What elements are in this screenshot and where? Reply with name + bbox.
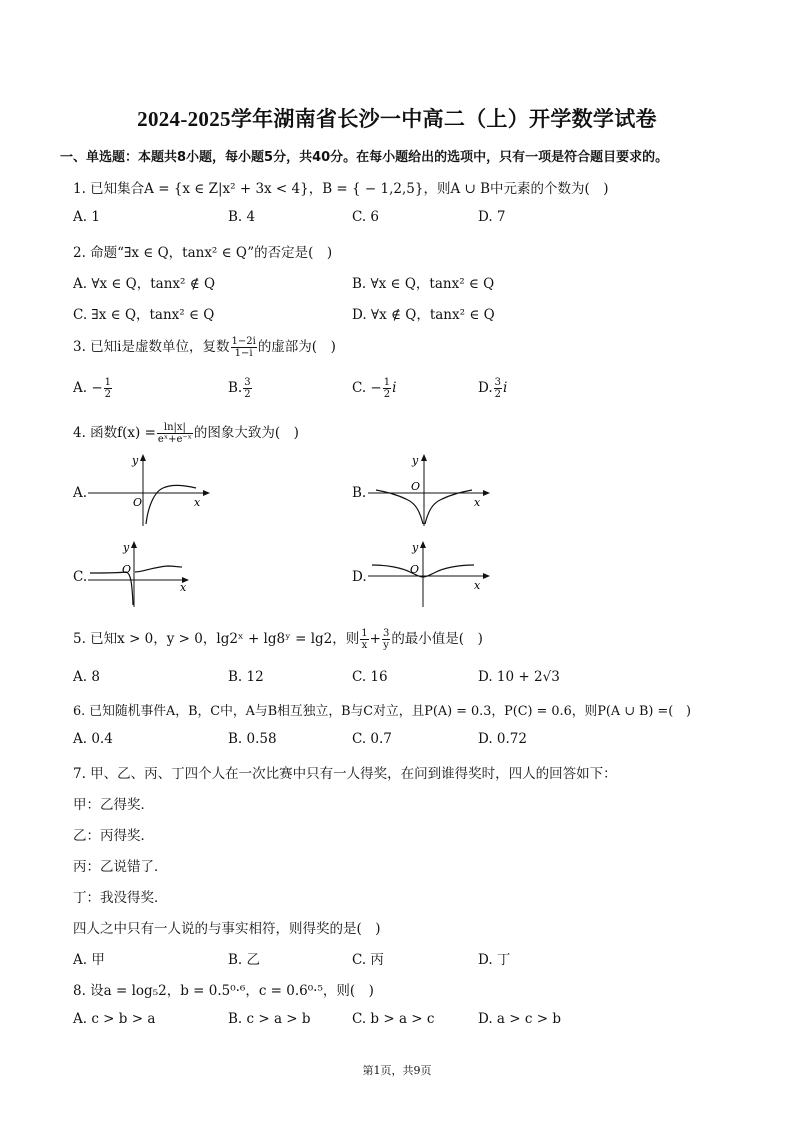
q6-option-d: D. 0.72 — [478, 731, 527, 747]
q7-option-c: C. 丙 — [352, 952, 384, 968]
q4-b-x-label: x — [474, 496, 481, 509]
q7-answer-1: 甲：乙得奖． — [73, 797, 154, 813]
q4-a-y-label: y — [132, 454, 139, 467]
q5-f2-den: y — [383, 640, 389, 651]
q4-c-y-label: y — [123, 541, 130, 554]
q1-option-b: B. 4 — [228, 209, 256, 225]
q3-option-c — [352, 377, 396, 400]
q1-option-c: C. 6 — [352, 209, 380, 225]
q6-option-a: A. 0.4 — [73, 731, 113, 747]
q4-graph-a — [88, 452, 213, 527]
q3-d-den: 2 — [494, 389, 502, 400]
q5-plus: + — [369, 631, 381, 647]
q3-c-label: C. − — [352, 380, 382, 396]
q3-a-label: A. − — [73, 380, 103, 396]
q4-d-y-label: y — [412, 541, 419, 554]
q7-follow-up: 四人之中只有一人说的与事实相符，则得奖的是( ) — [73, 921, 381, 937]
q4-option-a-label: A. — [73, 485, 88, 501]
q4-b-origin: O — [411, 480, 421, 493]
q4-graph-d — [368, 539, 493, 609]
q1-option-d: D. 7 — [478, 209, 506, 225]
q5-option-a: A. 8 — [73, 669, 100, 685]
q2-option-c: C. ∃x ∈ Q，tanx² ∈ Q — [73, 307, 215, 323]
q7-option-b: B. 乙 — [228, 952, 261, 968]
q2-option-b: B. ∀x ∈ Q，tanx² ∈ Q — [352, 276, 495, 292]
q6-option-c: C. 0.7 — [352, 731, 392, 747]
q2-option-a: A. ∀x ∈ Q，tanx² ∉ Q — [73, 276, 216, 292]
q8-option-a: A. c > b > a — [73, 1011, 156, 1027]
q4-c-origin: O — [122, 563, 132, 576]
question-8-stem: 8. 设a = log₅2，b = 0.5⁰·⁶，c = 0.6⁰·⁵，则( ) — [73, 983, 374, 999]
q7-answer-3: 丙：乙说错了． — [73, 859, 168, 875]
q3-b-label: B. — [228, 380, 243, 396]
q3-stem-b: 的虚部为( ) — [257, 339, 336, 355]
q3-b-den: 2 — [244, 389, 251, 400]
q3-stem-a: 3. 已知i是虚数单位，复数 — [73, 339, 230, 355]
q5-f1-den: x — [361, 640, 368, 651]
q4-graph-c — [88, 539, 198, 609]
q8-option-c: C. b > a > c — [352, 1011, 435, 1027]
q2-option-d: D. ∀x ∉ Q，tanx² ∈ Q — [352, 307, 495, 323]
question-7-stem: 7. 甲、乙、丙、丁四个人在一次比赛中只有一人得奖，在问到谁得奖时，四人的回答如下： — [73, 766, 617, 782]
q4-d-x-label: x — [474, 579, 481, 592]
q4-d-origin: O — [410, 563, 420, 576]
q5-option-d: D. 10 + 2√3 — [478, 669, 560, 685]
q1-option-a: A. 1 — [73, 209, 100, 225]
q3-option-a — [73, 377, 113, 400]
page-title: 2024-2025学年湖南省长沙一中高二（上）开学数学试卷 — [137, 107, 657, 131]
question-4-stem — [73, 421, 299, 445]
q4-fraction — [157, 422, 193, 445]
q3-a-den: 2 — [104, 389, 112, 400]
q3-a-num: 1 — [104, 377, 112, 388]
q7-option-a: A. 甲 — [73, 952, 105, 968]
q5-option-c: C. 16 — [352, 669, 388, 685]
q7-answer-4: 丁：我没得奖． — [73, 890, 168, 906]
q3-d-num: 3 — [494, 377, 502, 388]
q5-f1-num: 1 — [361, 628, 368, 639]
q7-answer-2: 乙：丙得奖． — [73, 828, 154, 844]
q7-option-d: D. 丁 — [478, 952, 511, 968]
q4-c-x-label: x — [180, 581, 187, 594]
q3-fraction — [231, 336, 257, 359]
question-6-stem: 6. 已知随机事件A，B，C中，A与B相互独立，B与C对立，且P(A) = 0.3，P(C) = 0.6，则P(A ∪ B) =( ) — [73, 704, 691, 719]
q6-option-b: B. 0.58 — [228, 731, 277, 747]
q4-option-c-label: C. — [73, 569, 88, 585]
question-1-stem: 1. 已知集合A = {x ∈ Z|x² + 3x < 4}，B = { − 1,2,5}，则A ∪ B中元素的个数为( ) — [73, 181, 609, 197]
q3-frac-den: 1−i — [234, 348, 253, 359]
q4-a-x-label: x — [194, 496, 201, 509]
q3-b-num: 3 — [244, 377, 251, 388]
section-heading: 一、单选题：本题共8小题，每小题5分，共40分。在每小题给出的选项中，只有一项是符合题目要求的。 — [60, 150, 669, 165]
question-3-stem — [73, 335, 336, 359]
page-footer: 第1页，共9页 — [362, 1064, 432, 1077]
question-2-stem: 2. 命题“∃x ∈ Q，tanx² ∈ Q”的否定是( ) — [73, 245, 333, 261]
q5-option-b: B. 12 — [228, 669, 264, 685]
q5-stem-a: 5. 已知x > 0，y > 0，lg2ˣ + lg8ʸ = lg2，则 — [73, 631, 360, 647]
q3-c-num: 1 — [383, 377, 391, 388]
q3-option-d — [478, 377, 507, 400]
q3-c-den: 2 — [383, 389, 391, 400]
q3-d-label: D. — [478, 380, 493, 396]
q4-stem-a: 4. 函数f(x) = — [73, 425, 156, 441]
q3-frac-num: 1−2i — [231, 336, 256, 347]
q3-option-b — [228, 377, 253, 400]
q4-graph-b — [368, 452, 493, 527]
q4-stem-b: 的图象大致为( ) — [193, 425, 299, 441]
q5-f2-num: 3 — [382, 628, 390, 639]
q8-option-d: D. a > c > b — [478, 1011, 561, 1027]
q4-option-b-label: B. — [352, 485, 367, 501]
q4-frac-den: eˣ+e⁻ˣ — [157, 434, 192, 445]
question-5-stem — [73, 627, 483, 651]
q4-b-y-label: y — [412, 454, 419, 467]
q4-a-origin: O — [133, 496, 143, 509]
q8-option-b: B. c > a > b — [228, 1011, 311, 1027]
q4-frac-num: ln|x| — [157, 422, 193, 434]
q4-option-d-label: D. — [352, 569, 367, 585]
q5-stem-b: 的最小值是( ) — [391, 631, 483, 647]
q3-c-suffix: i — [392, 380, 397, 396]
q3-d-suffix: i — [503, 380, 508, 396]
